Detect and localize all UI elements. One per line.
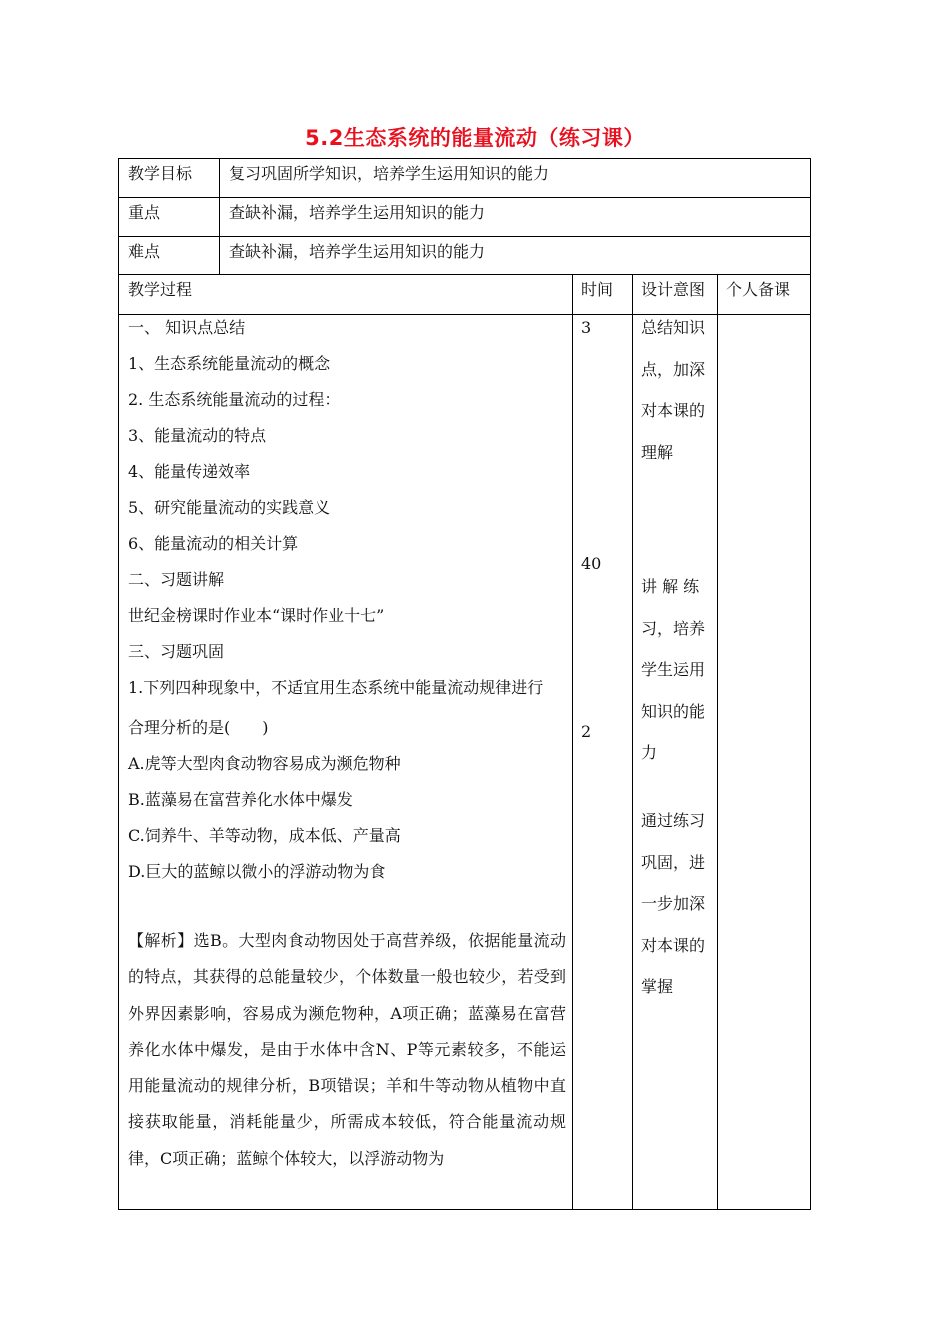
process-line: 三、习题巩固	[128, 642, 225, 661]
process-line: 1、生态系统能量流动的概念	[128, 354, 331, 373]
process-line: 6、能量流动的相关计算	[128, 534, 299, 553]
column-header-process: 教学过程	[128, 280, 193, 299]
option-b: B.蓝藻易在富营养化水体中爆发	[128, 790, 353, 809]
process-line: 4、能量传递效率	[128, 462, 251, 481]
difficulty-label: 难点	[128, 242, 161, 261]
column-header-design: 设计意图	[641, 280, 706, 299]
design-note: 讲 解 练 习，培养 学生运用 知识的能 力	[641, 577, 706, 762]
objective-label: 教学目标	[128, 164, 193, 183]
process-line: 二、习题讲解	[128, 570, 225, 589]
process-line: 3、能量流动的特点	[128, 426, 267, 445]
key-point-label: 重点	[128, 203, 161, 222]
page-title: 5.2生态系统的能量流动（练习课）	[305, 126, 645, 150]
process-line: 5、研究能量流动的实践意义	[128, 498, 331, 517]
time-value: 40	[581, 554, 602, 573]
design-note: 总结知识 点，加深 对本课的 理解	[641, 318, 706, 462]
process-line: 2. 生态系统能量流动的过程：	[128, 390, 341, 409]
process-line: 一、 知识点总结	[128, 318, 246, 337]
analysis-paragraph: 【解析】选B。大型肉食动物因处于高营养级，依据能量流动的特点，其获得的总能量较少，个体数量一般也较少，若受到外界因素影响，容易成为濒危物种，A项正确；蓝藻易在富营养化水体中爆发，是由于水体中含N、P等元素较多，不能运用能量流动的规律分析，B项错误；羊和牛等动物从植物中直接获取能量，消耗能量少，所需成本较低，符合能量流动规律，C项正确；蓝鲸个体较大，以浮游动物为	[128, 931, 566, 1168]
objective-value: 复习巩固所学知识，培养学生运用知识的能力	[229, 164, 550, 183]
design-note: 通过练习 巩固，进 一步加深 对本课的 掌握	[641, 811, 706, 996]
question-stem: 1.下列四种现象中，不适宜用生态系统中能量流动规律进行	[128, 678, 544, 697]
question-stem: 合理分析的是( )	[128, 718, 269, 737]
column-header-personal: 个人备课	[726, 280, 791, 299]
option-a: A.虎等大型肉食动物容易成为濒危物种	[128, 754, 401, 773]
column-header-time: 时间	[581, 280, 614, 299]
key-point-value: 查缺补漏，培养学生运用知识的能力	[229, 203, 486, 222]
option-c: C.饲养牛、羊等动物，成本低、产量高	[128, 826, 401, 845]
process-line: 世纪金榜课时作业本“课时作业十七”	[128, 606, 385, 625]
time-value: 2	[581, 722, 592, 741]
time-value: 3	[581, 318, 592, 337]
option-d: D.巨大的蓝鲸以微小的浮游动物为食	[128, 862, 386, 881]
difficulty-value: 查缺补漏，培养学生运用知识的能力	[229, 242, 486, 261]
